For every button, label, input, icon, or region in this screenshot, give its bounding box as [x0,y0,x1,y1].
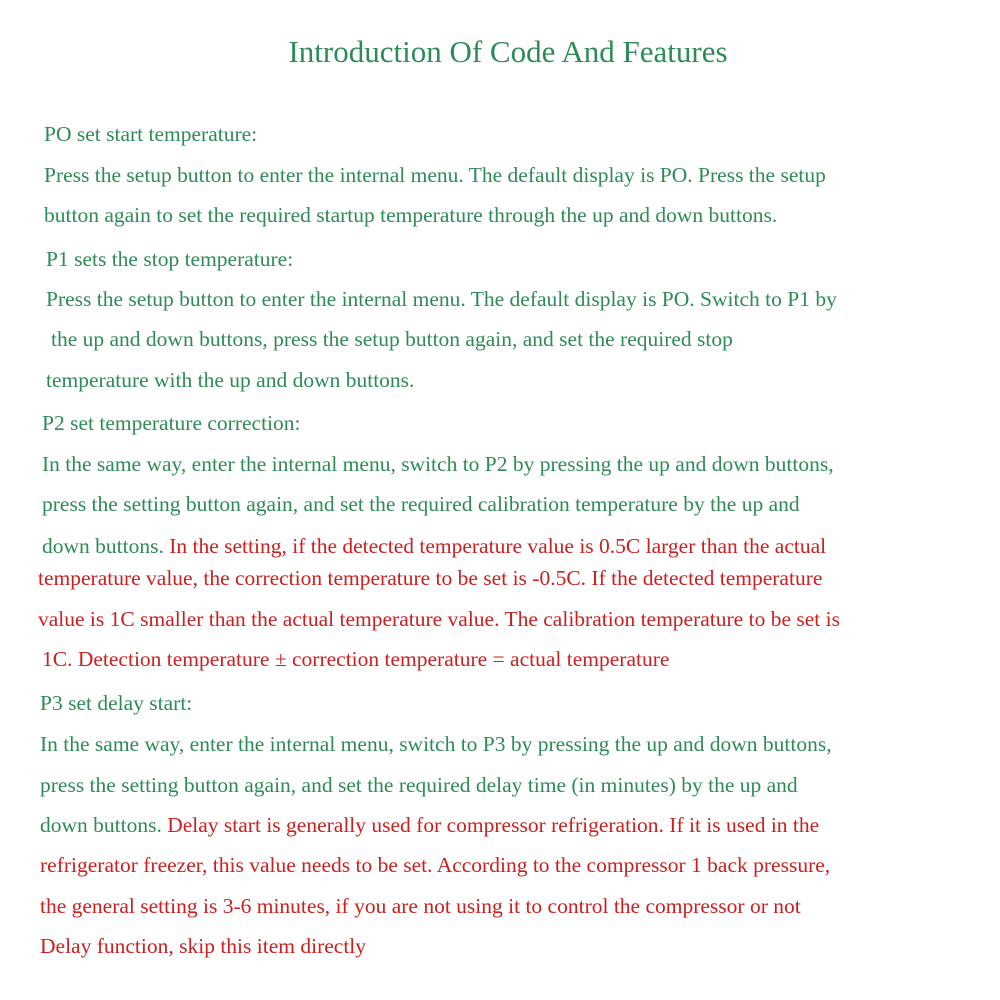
heading-p3: P3 set delay start: [40,691,193,715]
text-line: press the setting button again, and set the required calibration temperature by the up and [42,492,800,516]
heading-p1: P1 sets the stop temperature: [46,247,294,271]
text-line: press the setting button again, and set the required delay time (in minutes) by the up and [40,773,798,797]
text-line: down buttons. In the setting, if the detected temperature value is 0.5C larger than the actual [42,534,827,558]
text-line: Press the setup button to enter the internal menu. The default display is PO. Switch to P1 by [46,287,837,311]
heading-p2: P2 set temperature correction: [42,411,301,435]
page-title: Introduction Of Code And Features [288,34,728,69]
text-line: the general setting is 3-6 minutes, if you are not using it to control the compressor or not [40,894,801,918]
text-line: temperature with the up and down buttons. [46,368,415,392]
text-line: value is 1C smaller than the actual temperature value. The calibration temperature to be set is [38,607,840,631]
text-line: Press the setup button to enter the internal menu. The default display is PO. Press the setup [44,163,826,187]
text-line: refrigerator freezer, this value needs to be set. According to the compressor 1 back pressure, [40,853,831,877]
text-line: In the same way, enter the internal menu, switch to P2 by pressing the up and down buttons, [42,452,834,476]
text-line: In the same way, enter the internal menu, switch to P3 by pressing the up and down buttons, [40,732,832,756]
text-line: Delay function, skip this item directly [40,934,367,958]
text-line: temperature value, the correction temperature to be set is -0.5C. If the detected temperature [38,566,823,590]
heading-p0: PO set start temperature: [44,122,258,146]
text-line: the up and down buttons, press the setup button again, and set the required stop [51,327,733,351]
text-line: button again to set the required startup temperature through the up and down buttons. [44,203,778,227]
text-line: down buttons. Delay start is generally used for compressor refrigeration. If it is used in the [40,813,820,837]
text-line: 1C. Detection temperature ± correction temperature = actual temperature [42,647,670,671]
